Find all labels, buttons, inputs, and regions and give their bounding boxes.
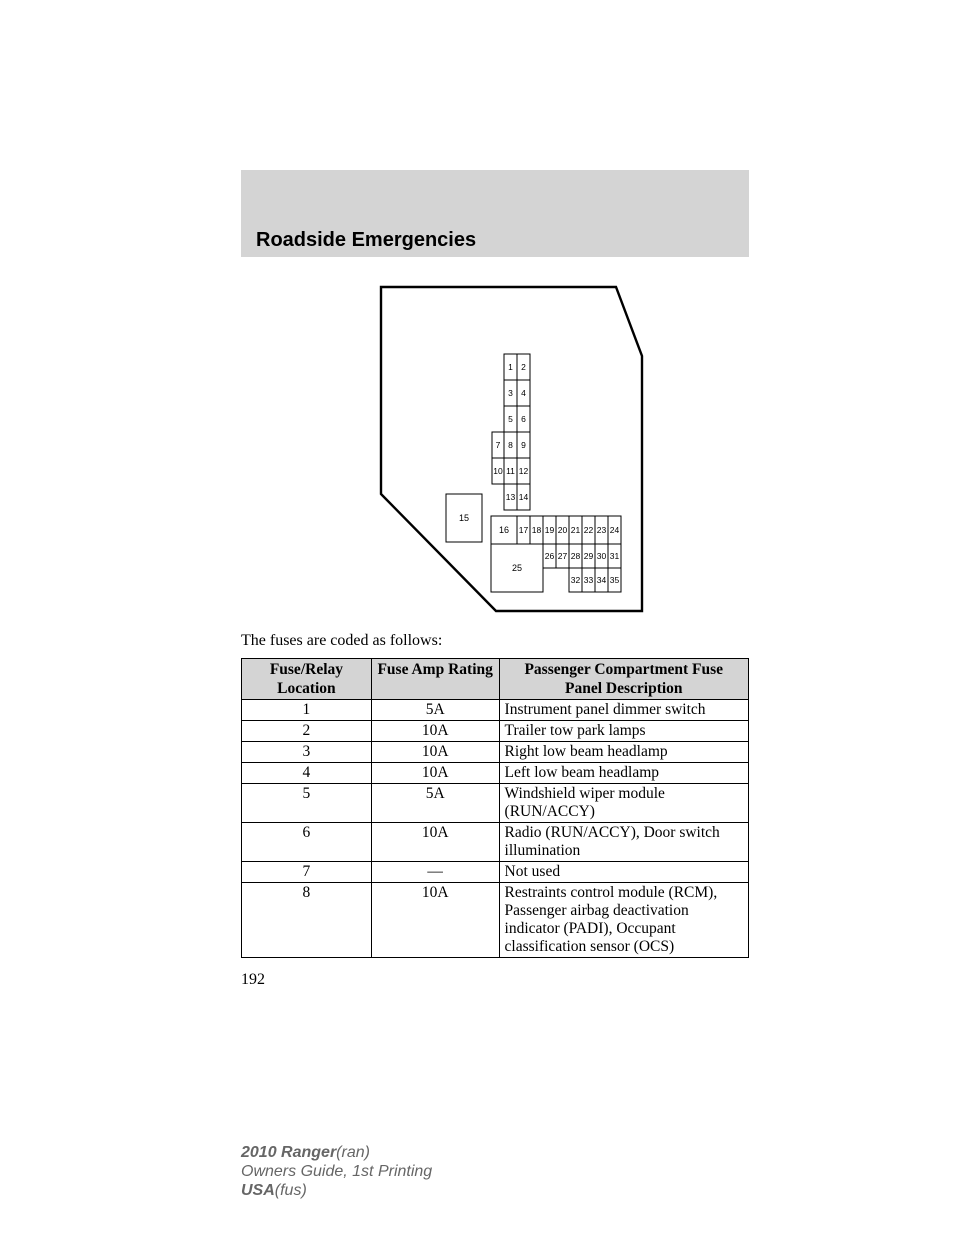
fuse-location: 7: [242, 862, 372, 883]
footer-market: USA: [241, 1182, 275, 1199]
fuse-label-7: 7: [495, 440, 501, 450]
fuse-rating: 10A: [371, 721, 499, 742]
fuse-location: 3: [242, 742, 372, 763]
fuse-label-8: 8: [508, 440, 513, 450]
fuse-label-2: 2: [521, 362, 526, 372]
fuse-slot-5: [504, 406, 517, 432]
fuse-label-29: 29: [583, 551, 594, 561]
fuse-label-4: 4: [521, 388, 526, 398]
table-row: [242, 883, 749, 958]
fuse-location: 5: [242, 784, 372, 823]
fuse-label-13: 13: [505, 492, 516, 502]
fuse-description: Windshield wiper module (RUN/ACCY): [499, 784, 748, 823]
fuse-slot-4: [517, 380, 530, 406]
fuse-description: Not used: [499, 862, 748, 883]
footer-model: 2010 Ranger: [241, 1144, 337, 1161]
fuse-rating: —: [371, 862, 499, 883]
footer-market-code: (fus): [274, 1182, 307, 1199]
fuse-description: Instrument panel dimmer switch: [499, 700, 748, 721]
footer-line-2: Owners Guide, 1st Printing: [241, 1163, 433, 1180]
fuse-slot-24: [608, 516, 621, 544]
fuse-description: Right low beam headlamp: [499, 742, 748, 763]
header-location: Fuse/Relay Location: [242, 659, 372, 700]
section-header: [241, 170, 749, 257]
fuse-slot-27: [556, 544, 569, 568]
table-row: [242, 784, 749, 823]
fuse-label-3: 3: [508, 388, 513, 398]
fuse-label-30: 30: [596, 551, 607, 561]
fuse-label-20: 20: [557, 525, 568, 535]
fuse-location: 6: [242, 823, 372, 862]
fuse-slot-35: [608, 568, 621, 592]
fuse-label-21: 21: [570, 525, 581, 535]
fuse-label-15: 15: [458, 513, 470, 523]
fuse-label-33: 33: [583, 575, 594, 585]
fuse-label-19: 19: [544, 525, 555, 535]
fuse-slot-9: [517, 432, 530, 458]
fuse-label-23: 23: [596, 525, 607, 535]
fuse-label-11: 11: [506, 466, 515, 476]
fuse-location: 1: [242, 700, 372, 721]
table-row: [242, 742, 749, 763]
fuse-slot-12: [517, 458, 530, 484]
fuse-slot-2: [517, 354, 530, 380]
footer-line-3: [241, 1181, 432, 1200]
fuse-label-10: 10: [493, 466, 503, 476]
fuse-slot-31: [608, 544, 621, 568]
fuse-rating: 10A: [371, 742, 499, 763]
fuse-slot-22: [582, 516, 595, 544]
fuse-label-1: 1: [508, 362, 513, 372]
fuse-location: 2: [242, 721, 372, 742]
fuse-slot-1: [504, 354, 517, 380]
fuse-slot-23: [595, 516, 608, 544]
fuse-rating: 10A: [371, 763, 499, 784]
fuse-label-12: 12: [518, 466, 529, 476]
table-row: [242, 862, 749, 883]
fuse-label-5: 5: [508, 414, 513, 424]
fuse-slot-28: [569, 544, 582, 568]
fuse-label-32: 32: [570, 575, 581, 585]
fuse-location: 8: [242, 883, 372, 958]
fuse-slot-33: [582, 568, 595, 592]
fuse-label-9: 9: [521, 440, 526, 450]
fuse-label-17: 17: [518, 525, 529, 535]
fuse-label-24: 24: [609, 525, 620, 535]
fuse-slot-8: [504, 432, 517, 458]
fuse-label-14: 14: [518, 492, 529, 502]
fuse-label-31: 31: [609, 551, 620, 561]
fuse-description: Trailer tow park lamps: [499, 721, 748, 742]
fuse-slot-18: [530, 516, 543, 544]
fuse-description: Restraints control module (RCM), Passenger airbag deactivation indicator (PADI), Occupant classification sensor (OCS): [499, 883, 748, 958]
fuse-slot-11: [504, 458, 517, 484]
table-row: [242, 763, 749, 784]
fuse-slot-13: [504, 484, 517, 510]
fuse-slot-21: [569, 516, 582, 544]
page-number: 192: [241, 971, 265, 988]
fuse-label-27: 27: [557, 551, 568, 561]
fuse-slot-32: [569, 568, 582, 592]
fuse-rating: 5A: [371, 700, 499, 721]
section-title: Roadside Emergencies: [256, 229, 477, 251]
fuse-label-18: 18: [531, 525, 542, 535]
fuse-description: Radio (RUN/ACCY), Door switch illumination: [499, 823, 748, 862]
footer-line-1: [241, 1143, 432, 1162]
table-row: [242, 721, 749, 742]
fuse-label-34: 34: [596, 575, 607, 585]
fuse-description: Left low beam headlamp: [499, 763, 748, 784]
footer-model-code: (ran): [336, 1144, 370, 1161]
fuse-slot-16: [491, 516, 517, 544]
table-row: [242, 823, 749, 862]
fuse-label-16: 16: [498, 525, 510, 535]
fuse-table: [241, 658, 749, 958]
fuse-slot-15: [446, 494, 482, 542]
fuse-label-35: 35: [609, 575, 620, 585]
document-footer: [241, 1143, 432, 1200]
fuse-slot-34: [595, 568, 608, 592]
fuse-slot-10: [492, 458, 504, 484]
fuse-rating: 5A: [371, 784, 499, 823]
fuse-slot-19: [543, 516, 556, 544]
fuse-slot-29: [582, 544, 595, 568]
fuse-rating: 10A: [371, 823, 499, 862]
fuse-label-22: 22: [583, 525, 594, 535]
fuse-slot-25: [491, 544, 543, 592]
fuse-slot-3: [504, 380, 517, 406]
fuse-slot-30: [595, 544, 608, 568]
fuse-slot-26: [543, 544, 556, 568]
fuse-label-25: 25: [511, 563, 523, 573]
fuse-rating: 10A: [371, 883, 499, 958]
header-description: Passenger Compartment Fuse Panel Description: [499, 659, 748, 700]
fuse-label-6: 6: [521, 414, 526, 424]
fuse-label-28: 28: [570, 551, 581, 561]
intro-text: The fuses are coded as follows:: [241, 632, 443, 649]
fuse-panel-diagram: [378, 284, 648, 614]
table-header-row: [242, 659, 749, 700]
fuse-slot-20: [556, 516, 569, 544]
fuse-panel-svg: [378, 284, 648, 614]
fuse-location: 4: [242, 763, 372, 784]
fuse-slot-6: [517, 406, 530, 432]
fuse-slot-7: [492, 432, 504, 458]
fuse-slot-14: [517, 484, 530, 510]
table-row: [242, 700, 749, 721]
header-rating: Fuse Amp Rating: [371, 659, 499, 700]
fuse-label-26: 26: [544, 551, 555, 561]
fuse-slot-17: [517, 516, 530, 544]
